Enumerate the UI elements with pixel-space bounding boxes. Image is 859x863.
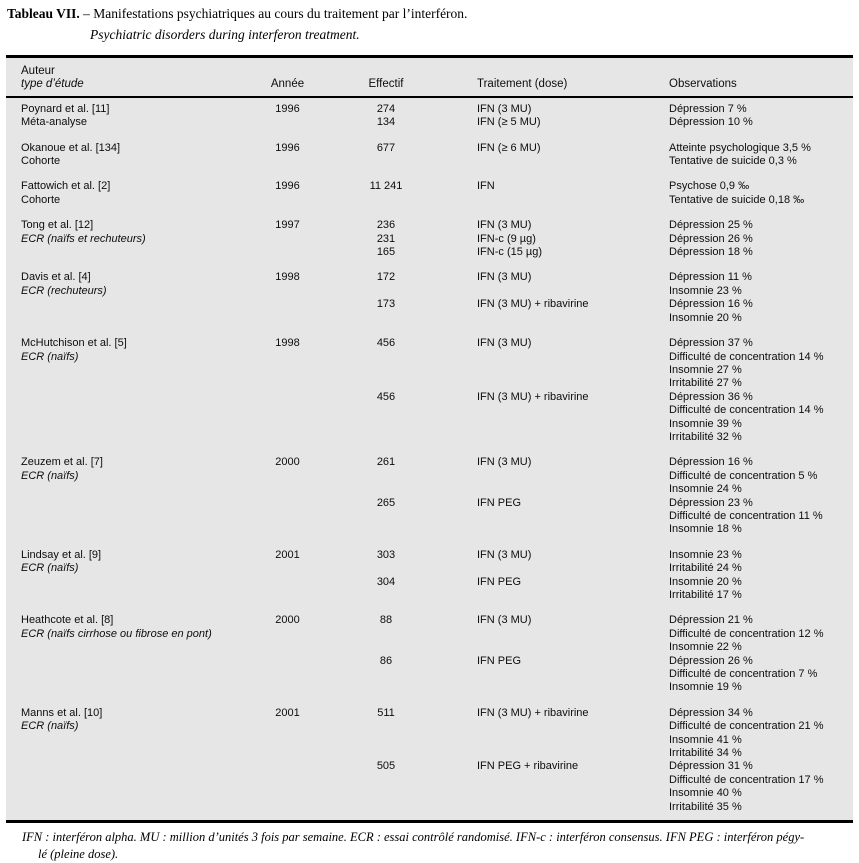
study-type: Cohorte (21, 193, 61, 206)
study-year (239, 760, 336, 814)
study-arm (239, 337, 853, 391)
study-observations (667, 391, 853, 445)
observation-line: Insomnie 41 % (669, 733, 742, 746)
study-arms (239, 337, 853, 444)
study-treatment: IFN-c (15 µg) (477, 246, 543, 259)
study-arm (239, 271, 853, 298)
study-row (6, 271, 853, 325)
study-row (6, 549, 853, 603)
study-treatment: IFN-c (9 µg) (477, 232, 536, 245)
study-arms (239, 103, 853, 130)
study-year: 2000 (275, 456, 300, 469)
table-header-row (6, 58, 853, 98)
study-observations (667, 576, 853, 603)
study-year (239, 246, 336, 259)
study-effectif: 456 (376, 337, 396, 350)
study-type: ECR (naïfs et rechuteurs) (21, 232, 146, 245)
observation-line: Difficulté de concentration 17 % (669, 773, 824, 786)
study-observations (667, 456, 853, 496)
study-year: 1996 (275, 102, 300, 115)
observation-line: Dépression 37 % (669, 337, 753, 350)
observation-line: Dépression 10 % (669, 116, 753, 129)
observation-line: Insomnie 22 % (669, 641, 742, 654)
study-author-cell (6, 549, 239, 603)
study-observations (667, 246, 853, 259)
study-year (239, 497, 336, 537)
study-year (239, 233, 336, 246)
study-observations (667, 614, 853, 654)
observation-line: Irritabilité 35 % (669, 800, 742, 813)
study-year (239, 655, 336, 695)
study-author-cell (6, 456, 239, 536)
study-treatment: IFN (3 MU) (477, 337, 532, 350)
study-author: McHutchison et al. [5] (21, 337, 127, 350)
header-author (6, 65, 239, 92)
header-treatment: Traitement (dose) (477, 78, 568, 91)
study-author: Poynard et al. [11] (21, 102, 110, 115)
header-observations: Observations (669, 78, 737, 91)
study-observations (667, 337, 853, 391)
study-author-cell (6, 337, 239, 444)
study-arm (239, 497, 853, 537)
observation-line: Dépression 16 % (669, 298, 753, 311)
table-caption-label: Tableau VII. (7, 6, 80, 21)
observation-line: Difficulté de concentration 7 % (669, 668, 818, 681)
study-type: ECR (naïfs) (21, 562, 79, 575)
observation-line: Dépression 7 % (669, 102, 747, 115)
study-row (6, 707, 853, 814)
footnote-line: lé (pleine dose). (38, 847, 119, 862)
study-effectif: 274 (376, 102, 396, 115)
study-effectif: 86 (379, 654, 393, 667)
study-observations (667, 103, 853, 116)
study-treatment: IFN (≥ 5 MU) (477, 116, 541, 129)
study-author: Lindsay et al. [9] (21, 548, 102, 561)
study-effectif: 11 241 (369, 180, 403, 193)
study-row (6, 103, 853, 130)
study-effectif: 88 (379, 614, 393, 627)
study-type: Cohorte (21, 155, 61, 168)
study-author-cell (6, 180, 239, 207)
study-observations (667, 707, 853, 761)
study-treatment: IFN PEG + ribavirine (477, 760, 579, 773)
observation-line: Dépression 21 % (669, 614, 753, 627)
study-year (239, 391, 336, 445)
study-treatment: IFN (≥ 6 MU) (477, 141, 541, 154)
table-caption (7, 5, 851, 22)
study-author: Davis et al. [4] (21, 271, 91, 284)
study-arm (239, 456, 853, 496)
study-observations (667, 180, 853, 207)
study-effectif: 236 (376, 219, 396, 232)
observation-line: Dépression 26 % (669, 654, 753, 667)
study-observations (667, 760, 853, 814)
study-arms (239, 614, 853, 694)
observation-line: Dépression 31 % (669, 760, 753, 773)
study-author: Zeuzem et al. [7] (21, 456, 103, 469)
study-effectif: 165 (376, 246, 396, 259)
study-row (6, 337, 853, 444)
study-arm (239, 298, 853, 325)
study-arm (239, 246, 853, 259)
study-arms (239, 707, 853, 814)
study-observations (667, 219, 853, 232)
study-effectif: 173 (376, 298, 396, 311)
study-row (6, 456, 853, 536)
observation-line: Insomnie 24 % (669, 483, 742, 496)
observation-line: Insomnie 40 % (669, 787, 742, 800)
study-arms (239, 180, 853, 207)
study-arm (239, 576, 853, 603)
header-year: Année (270, 78, 305, 91)
study-arms (239, 219, 853, 259)
observation-line: Dépression 23 % (669, 496, 753, 509)
study-effectif: 505 (376, 760, 396, 773)
observation-line: Difficulté de concentration 14 % (669, 404, 824, 417)
study-effectif: 511 (377, 706, 395, 719)
study-treatment: IFN (3 MU) + ribavirine (477, 706, 589, 719)
study-author: Fattowich et al. [2] (21, 180, 111, 193)
observation-line: Tentative de suicide 0,3 % (669, 155, 797, 168)
study-year: 1998 (275, 271, 300, 284)
table-body (6, 98, 853, 820)
observation-line: Irritabilité 32 % (669, 430, 742, 443)
study-observations (667, 233, 853, 246)
study-treatment: IFN (3 MU) (477, 456, 532, 469)
study-observations (667, 142, 853, 169)
study-author: Manns et al. [10] (21, 706, 103, 719)
data-table (6, 55, 853, 823)
observation-line: Insomnie 27 % (669, 363, 742, 376)
observation-line: Tentative de suicide 0,18 ‰ (669, 193, 805, 206)
observation-line: Dépression 36 % (669, 390, 753, 403)
observation-line: Dépression 11 % (669, 271, 752, 284)
study-year (239, 298, 336, 325)
study-year: 1998 (275, 337, 300, 350)
study-author-cell (6, 142, 239, 169)
study-observations (667, 298, 853, 325)
study-year: 2000 (275, 614, 300, 627)
study-arm (239, 391, 853, 445)
observation-line: Irritabilité 27 % (669, 377, 742, 390)
observation-line: Insomnie 19 % (669, 681, 742, 694)
header-author-line2: type d’étude (21, 78, 84, 91)
study-treatment: IFN PEG (477, 575, 522, 588)
study-treatment: IFN (3 MU) (477, 271, 532, 284)
study-year: 1997 (275, 219, 300, 232)
table-caption-title-fr: – Manifestations psychiatriques au cours du traitement par l’interféron. (83, 6, 468, 21)
study-author-cell (6, 614, 239, 694)
study-author: Tong et al. [12] (21, 219, 94, 232)
study-effectif: 303 (376, 548, 396, 561)
study-treatment: IFN (3 MU) + ribavirine (477, 390, 589, 403)
study-effectif: 172 (376, 271, 396, 284)
observation-line: Irritabilité 17 % (669, 589, 742, 601)
study-arm (239, 614, 853, 654)
study-row (6, 219, 853, 259)
footnote-line: IFN : interféron alpha. MU : million d’unités 3 fois par semaine. ECR : essai contrôlé randomisé. IFN-c : interféron consensus. IFN PEG : interféron pégy- (22, 830, 805, 845)
study-observations (667, 271, 853, 298)
study-treatment: IFN (3 MU) (477, 219, 532, 232)
study-treatment: IFN (3 MU) (477, 614, 532, 627)
study-year: 1996 (275, 180, 300, 193)
observation-line: Insomnie 23 % (669, 548, 742, 561)
observation-line: Dépression 16 % (669, 456, 753, 469)
observation-line: Insomnie 39 % (669, 417, 742, 430)
study-year: 2001 (275, 706, 300, 719)
study-treatment: IFN (477, 180, 495, 193)
study-author-cell (6, 103, 239, 130)
study-author-cell (6, 219, 239, 259)
study-effectif: 677 (376, 141, 396, 154)
observation-line: Atteinte psychologique 3,5 % (669, 141, 811, 154)
observation-line: Dépression 26 % (669, 232, 753, 245)
study-arms (239, 456, 853, 536)
study-type: ECR (naïfs) (21, 469, 79, 482)
study-row (6, 142, 853, 169)
study-year (239, 576, 336, 603)
header-effectif: Effectif (368, 78, 404, 91)
study-observations (667, 497, 853, 537)
study-effectif: 261 (376, 456, 396, 469)
study-year: 1996 (275, 141, 300, 154)
study-treatment: IFN PEG (477, 654, 522, 667)
header-author-line1: Auteur (21, 65, 55, 77)
table-caption-title-en: Psychiatric disorders during interferon treatment. (90, 27, 360, 42)
study-arms (239, 142, 853, 169)
study-type: ECR (naïfs) (21, 350, 79, 363)
study-type: Méta-analyse (21, 116, 88, 129)
study-row (6, 180, 853, 207)
observation-line: Dépression 18 % (669, 246, 753, 259)
observation-line: Insomnie 18 % (669, 523, 742, 536)
observation-line: Dépression 34 % (669, 706, 753, 719)
study-arm (239, 142, 853, 169)
study-effectif: 304 (376, 575, 396, 588)
observation-line: Difficulté de concentration 12 % (669, 627, 824, 640)
study-arms (239, 271, 853, 325)
study-arm (239, 760, 853, 814)
study-observations (667, 116, 853, 129)
study-arm (239, 116, 853, 129)
study-effectif: 265 (376, 496, 396, 509)
study-effectif: 456 (376, 390, 396, 403)
table-footnote (6, 829, 853, 863)
observation-line: Difficulté de concentration 14 % (669, 350, 824, 363)
observation-line: Difficulté de concentration 21 % (669, 720, 824, 733)
study-author-cell (6, 707, 239, 814)
study-treatment: IFN PEG (477, 496, 522, 509)
observation-line: Irritabilité 24 % (669, 562, 742, 575)
study-row (6, 614, 853, 694)
study-observations (667, 549, 853, 576)
study-type: ECR (naïfs) (21, 720, 79, 733)
study-arm (239, 655, 853, 695)
study-type: ECR (rechuteurs) (21, 284, 107, 297)
study-arm (239, 219, 853, 232)
study-arm (239, 707, 853, 761)
study-author: Heathcote et al. [8] (21, 614, 114, 627)
study-effectif: 134 (376, 116, 396, 129)
observation-line: Difficulté de concentration 11 % (669, 509, 823, 522)
study-arm (239, 549, 853, 576)
observation-line: Insomnie 20 % (669, 575, 742, 588)
study-arm (239, 233, 853, 246)
study-year: 2001 (275, 548, 300, 561)
study-treatment: IFN (3 MU) + ribavirine (477, 298, 589, 311)
study-arm (239, 103, 853, 116)
study-type: ECR (naïfs cirrhose ou fibrose en pont) (21, 627, 212, 640)
study-treatment: IFN (3 MU) (477, 548, 532, 561)
study-effectif: 231 (376, 232, 396, 245)
study-observations (667, 655, 853, 695)
study-year (239, 116, 336, 129)
study-treatment: IFN (3 MU) (477, 102, 532, 115)
observation-line: Dépression 25 % (669, 219, 753, 232)
observation-line: Irritabilité 34 % (669, 747, 742, 760)
study-arm (239, 180, 853, 207)
observation-line: Insomnie 23 % (669, 284, 742, 297)
observation-line: Difficulté de concentration 5 % (669, 469, 818, 482)
study-author-cell (6, 271, 239, 325)
observation-line: Psychose 0,9 ‰ (669, 180, 750, 193)
observation-line: Insomnie 20 % (669, 311, 742, 324)
study-arms (239, 549, 853, 603)
study-author: Okanoue et al. [134] (21, 141, 121, 154)
